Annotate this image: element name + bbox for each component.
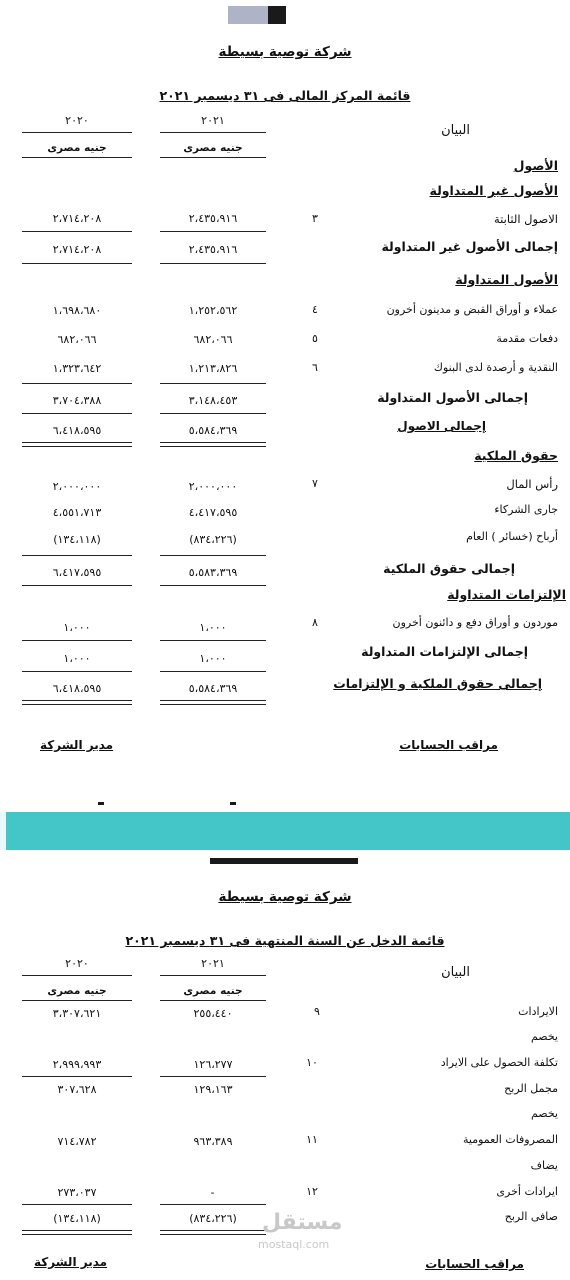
- divider: [160, 413, 266, 414]
- col-year-2021: ٢٠٢١: [201, 957, 225, 970]
- row-label: المصروفات العمومية: [462, 1133, 558, 1146]
- row-label: حقوق الملكية: [474, 448, 558, 463]
- row-label: تكلفة الحصول على الايراد: [440, 1056, 558, 1069]
- col-unit-2020: جنيه مصرى: [47, 142, 107, 154]
- row-value-2021: ٥،٥٨٤،٣٦٩: [188, 424, 238, 437]
- col-description: البيان: [441, 965, 470, 980]
- divider: [22, 157, 132, 158]
- divider: [22, 640, 132, 641]
- row-value-2021: (٨٣٤،٢٢٦): [189, 533, 237, 546]
- manager-signature-label: مدير الشركة: [40, 738, 114, 752]
- row-note: ٤: [312, 303, 318, 316]
- divider: [160, 975, 266, 976]
- row-value-2021: ٥،٥٨٣،٣٦٩: [188, 566, 238, 579]
- row-value-2020: ٦٨٢،٠٦٦: [57, 333, 97, 346]
- redacted-header: [210, 858, 358, 864]
- divider: [22, 231, 132, 232]
- row-value-2021: ٢،٤٣٥،٩١٦: [188, 212, 238, 225]
- row-value-2020: ٧١٤،٧٨٢: [57, 1135, 97, 1148]
- divider: [22, 132, 132, 133]
- divider: [22, 975, 132, 976]
- row-note: ٦: [312, 361, 318, 374]
- row-label: رأس المال: [506, 477, 558, 491]
- row-value-2020: ٢،٧١٤،٢٠٨: [52, 243, 102, 256]
- row-label: إجمالى الإلتزامات المتداولة: [361, 644, 528, 659]
- page-separator: [0, 812, 570, 850]
- row-value-2020: ٢،٧١٤،٢٠٨: [52, 212, 102, 225]
- row-value-2020: ٦،٤١٨،٥٩٥: [52, 424, 102, 437]
- company-name: شركة توصية بسيطة: [218, 44, 352, 60]
- divider: [160, 1204, 266, 1205]
- company-name: شركة توصية بسيطة: [218, 889, 352, 905]
- row-value-2020: ٢،٩٩٩،٩٩٣: [52, 1058, 102, 1071]
- redacted-mark: [268, 6, 286, 24]
- row-label: إجمالى الأصول المتداولة: [377, 390, 528, 405]
- divider: [22, 555, 132, 556]
- row-label: إجمالى الاصول: [397, 419, 486, 433]
- col-year-2020: ٢٠٢٠: [65, 114, 89, 127]
- auditor-signature-label: مراقب الحسابات: [399, 738, 498, 752]
- double-divider: [160, 700, 266, 705]
- row-note: ٧: [312, 477, 318, 490]
- divider: [160, 640, 266, 641]
- row-note: ١٠: [306, 1056, 318, 1069]
- row-value-2021: ٦٨٢،٠٦٦: [193, 333, 233, 346]
- row-label: مجمل الربح: [504, 1082, 558, 1095]
- manager-signature-label: مدير الشركة: [34, 1255, 108, 1269]
- row-value-2020: (١٣٤،١١٨): [53, 1212, 101, 1225]
- row-value-2020: ٦،٤١٧،٥٩٥: [52, 566, 102, 579]
- row-value-2020: ٣٠٧،٦٢٨: [57, 1083, 97, 1096]
- statement-title: قائمة المركز المالى فى ٣١ ديسمبر ٢٠٢١: [159, 88, 411, 103]
- divider: [22, 671, 132, 672]
- mark: [230, 802, 236, 805]
- row-label: ايرادات أخرى: [496, 1185, 558, 1198]
- row-label: إجمالى حقوق الملكية: [383, 561, 515, 576]
- divider: [160, 671, 266, 672]
- double-divider: [22, 1230, 132, 1235]
- row-label: موردون و أوراق دفع و دائنون أخرون: [392, 616, 558, 629]
- divider: [22, 1076, 132, 1077]
- divider: [160, 1000, 266, 1001]
- watermark-logo: مستقل: [262, 1210, 343, 1235]
- row-value-2021: ٣،١٤٨،٤٥٣: [188, 394, 238, 407]
- divider: [22, 413, 132, 414]
- double-divider: [160, 1230, 266, 1235]
- divider: [160, 231, 266, 232]
- divider: [22, 383, 132, 384]
- row-label: يخصم: [530, 1107, 558, 1120]
- row-note: ٣: [312, 212, 318, 225]
- row-label: إجمالى حقوق الملكية و الإلتزامات: [333, 676, 542, 691]
- divider: [22, 263, 132, 264]
- row-label: يضاف: [530, 1159, 558, 1172]
- row-value-2020: ١،٠٠٠: [63, 621, 91, 634]
- row-label: يخصم: [530, 1030, 558, 1043]
- row-value-2021: ٢،٤٣٥،٩١٦: [188, 243, 238, 256]
- row-value-2020: (١٣٤،١١٨): [53, 533, 101, 546]
- double-divider: [22, 442, 132, 447]
- row-value-2020: ٢٧٣،٠٣٧: [57, 1186, 97, 1199]
- divider: [160, 1076, 266, 1077]
- col-description: البيان: [441, 123, 470, 138]
- row-value-2021: ٩٦٣،٣٨٩: [193, 1135, 233, 1148]
- double-divider: [160, 442, 266, 447]
- divider: [22, 1000, 132, 1001]
- row-value-2021: ٤،٤١٧،٥٩٥: [188, 506, 238, 519]
- auditor-signature-label: مراقب الحسابات: [425, 1257, 524, 1271]
- row-value-2021: ١٢٦،٢٧٧: [193, 1058, 233, 1071]
- row-value-2020: ٤،٥٥١،٧١٣: [52, 506, 102, 519]
- row-value-2020: ٦،٤١٨،٥٩٥: [52, 682, 102, 695]
- row-label: الايرادات: [518, 1005, 558, 1018]
- income-statement-page: [0, 850, 570, 1280]
- row-label: الأصول: [513, 158, 558, 173]
- row-value-2021: -: [210, 1186, 216, 1199]
- row-note: ٨: [312, 616, 318, 629]
- row-value-2020: ٣،٣٠٧،٦٢١: [52, 1007, 102, 1020]
- col-year-2021: ٢٠٢١: [201, 114, 225, 127]
- row-value-2021: (٨٣٤،٢٢٦): [189, 1212, 237, 1225]
- watermark-url: mostaql.com: [258, 1238, 330, 1251]
- divider: [160, 585, 266, 586]
- divider: [22, 1204, 132, 1205]
- col-unit-2021: جنيه مصرى: [183, 142, 243, 154]
- divider: [160, 132, 266, 133]
- divider: [22, 585, 132, 586]
- row-label: الأصول المتداولة: [455, 272, 558, 287]
- row-label: الإلتزامات المتداولة: [447, 587, 566, 602]
- row-value-2021: ١،٠٠٠: [199, 652, 227, 665]
- col-unit-2020: جنيه مصرى: [47, 985, 107, 997]
- row-value-2021: ١٢٩،١٦٣: [193, 1083, 233, 1096]
- col-unit-2021: جنيه مصرى: [183, 985, 243, 997]
- row-value-2020: ٣،٧٠٤،٣٨٨: [52, 394, 102, 407]
- row-value-2020: ١،٦٩٨،٦٨٠: [52, 304, 102, 317]
- row-label: إجمالى الأصول غير المتداولة: [381, 239, 558, 254]
- divider: [160, 383, 266, 384]
- row-value-2021: ١،٠٠٠: [199, 621, 227, 634]
- divider: [160, 555, 266, 556]
- row-label: الأصول غير المتداولة: [429, 183, 558, 198]
- row-note: ١٢: [306, 1185, 318, 1198]
- row-value-2020: ١،٠٠٠: [63, 652, 91, 665]
- row-value-2021: ٢،٠٠٠،٠٠٠: [188, 480, 238, 493]
- row-value-2021: ٥،٥٨٤،٣٦٩: [188, 682, 238, 695]
- row-value-2021: ١،٢٥٢،٥٦٢: [188, 304, 238, 317]
- row-label: النقدية و أرصدة لدى البنوك: [433, 361, 558, 374]
- double-divider: [22, 700, 132, 705]
- statement-title: قائمة الدخل عن السنة المنتهية فى ٣١ ديسمبر ٢٠٢١: [125, 933, 445, 948]
- row-value-2021: ٢٥٥،٤٤٠: [193, 1007, 233, 1020]
- row-value-2020: ٢،٠٠٠،٠٠٠: [52, 480, 102, 493]
- row-label: الاصول الثابتة: [494, 212, 558, 226]
- divider: [160, 157, 266, 158]
- row-note: ٥: [312, 332, 318, 345]
- row-label: أرباح (خسائر ) العام: [466, 530, 558, 543]
- row-label: جارى الشركاء: [494, 503, 558, 516]
- row-label: دفعات مقدمة: [496, 332, 558, 345]
- row-label: صافى الربح: [504, 1210, 558, 1223]
- row-note: ٩: [314, 1005, 320, 1018]
- mark: [98, 802, 104, 805]
- row-note: ١١: [306, 1133, 318, 1146]
- col-year-2020: ٢٠٢٠: [65, 957, 89, 970]
- row-label: عملاء و أوراق القبض و مدينون أخرون: [386, 303, 558, 316]
- row-value-2020: ١،٣٢٣،٦٤٢: [52, 362, 102, 375]
- page-separator-edge: [0, 812, 6, 850]
- row-value-2021: ١،٢١٣،٨٢٦: [188, 362, 238, 375]
- divider: [160, 263, 266, 264]
